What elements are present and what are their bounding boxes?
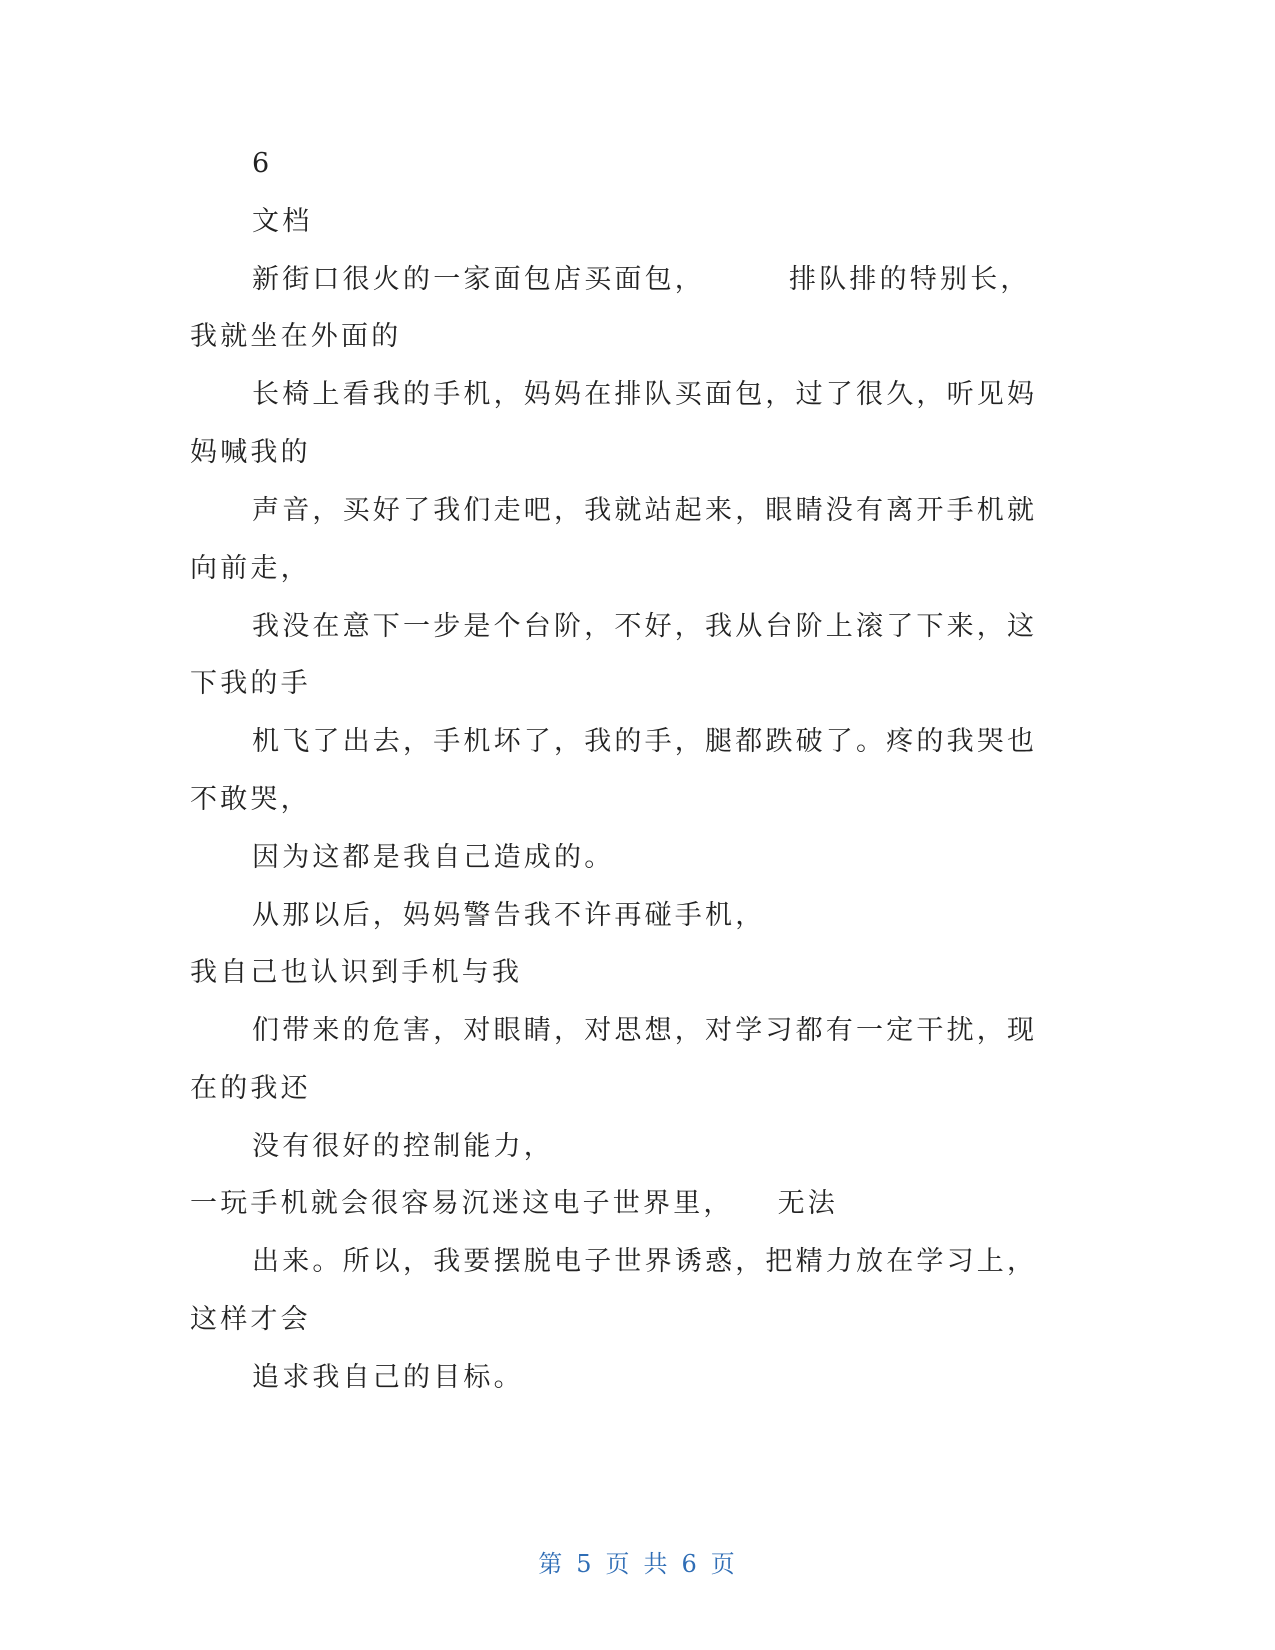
paragraph-line: 我就坐在外面的 (190, 321, 402, 352)
paragraph-line: 们带来的危害，对眼睛，对思想，对学习都有一定干扰，现 (252, 1015, 1038, 1046)
paragraph-line: 这样才会 (190, 1304, 311, 1335)
page-marker: 6 (252, 148, 273, 179)
footer-page-word: 页 (605, 1550, 632, 1578)
doc-label: 文档 (252, 206, 313, 237)
footer-prefix: 第 (538, 1550, 565, 1578)
paragraph-line: 出来。所以，我要摆脱电子世界诱惑，把精力放在学习上， (252, 1246, 1038, 1277)
total-pages-number: 6 (681, 1550, 699, 1578)
current-page-number: 5 (576, 1550, 594, 1578)
paragraph-line: 不敢哭， (190, 784, 311, 815)
paragraph-line: 在的我还 (190, 1073, 311, 1104)
text-segment: 新街口很火的一家面包店买面包， (252, 264, 705, 295)
paragraph-line (252, 263, 1031, 297)
text-segment: 排队排的特别长， (789, 264, 1031, 295)
page-footer (0, 1544, 1275, 1579)
paragraph-line: 我自己也认识到手机与我 (190, 957, 523, 988)
paragraph-line (190, 1187, 838, 1221)
paragraph-line: 长椅上看我的手机，妈妈在排队买面包，过了很久，听见妈 (252, 379, 1038, 410)
text-segment: 一玩手机就会很容易沉迷这电子世界里， (190, 1188, 734, 1219)
footer-total-word: 共 (643, 1550, 670, 1578)
paragraph-line: 没有很好的控制能力， (252, 1131, 554, 1162)
paragraph-line: 向前走， (190, 553, 311, 584)
paragraph-line: 我没在意下一步是个台阶，不好，我从台阶上滚了下来，这 (252, 611, 1038, 642)
paragraph-line: 因为这都是我自己造成的。 (252, 842, 615, 873)
paragraph-line: 声音，买好了我们走吧，我就站起来，眼睛没有离开手机就 (252, 495, 1038, 526)
paragraph-line: 追求我自己的目标。 (252, 1362, 524, 1393)
text-segment: 无法 (777, 1188, 839, 1219)
footer-suffix: 页 (710, 1550, 737, 1578)
paragraph-line: 从那以后，妈妈警告我不许再碰手机， (252, 900, 766, 931)
paragraph-line: 下我的手 (190, 668, 311, 699)
paragraph-line: 妈喊我的 (190, 437, 311, 468)
paragraph-line: 机飞了出去，手机坏了，我的手，腿都跌破了。疼的我哭也 (252, 726, 1038, 757)
